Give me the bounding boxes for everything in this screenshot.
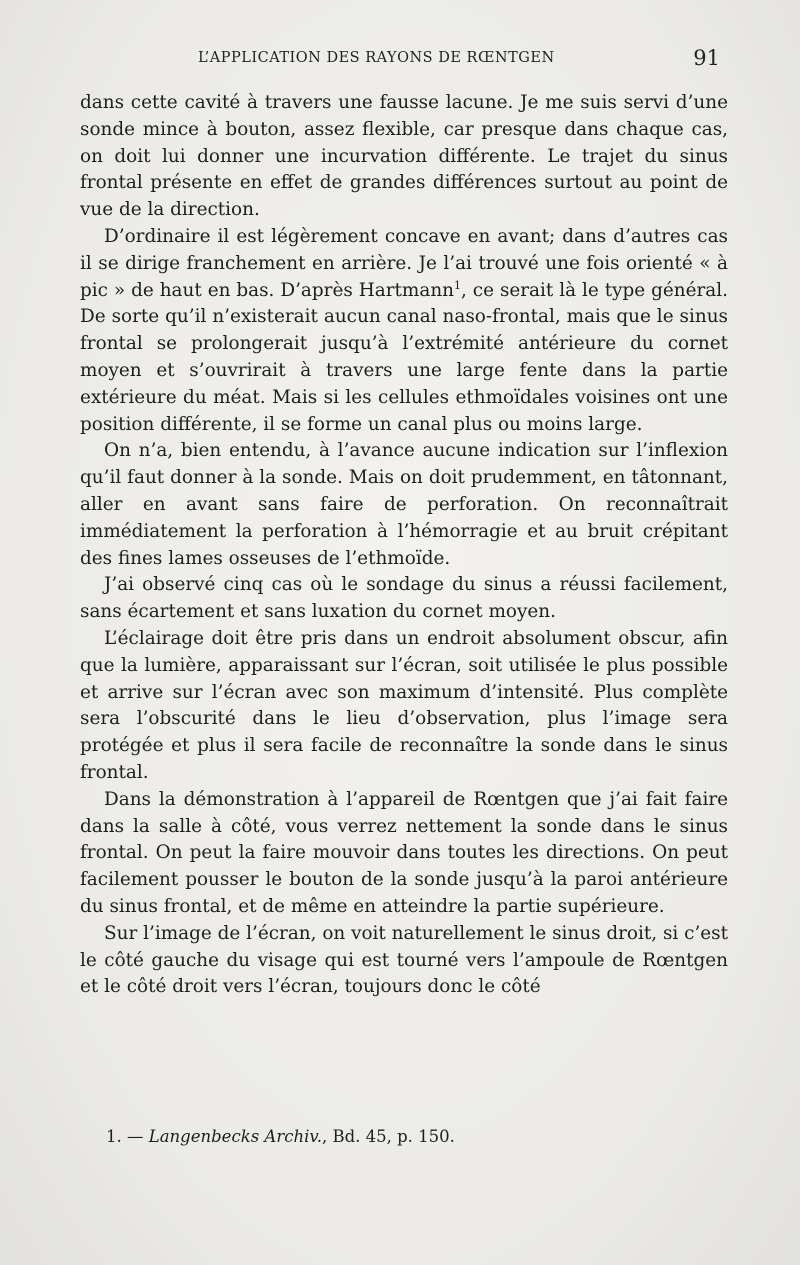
paragraph: Sur l’image de l’écran, on voit naturellement le sinus droit, si c’est le côté gauche du visage qui est tourné vers l’ampoule de Rœntgen et le côté droit vers l’écran, toujours donc le côté [80,922,728,998]
page-number: 91 [693,46,720,70]
paragraph: dans cette cavité à travers une fausse lacune. Je me suis servi d’une sonde mince à bouton, assez flexible, car presque dans chaque cas, on doit lui donner une incurvation différente. Le trajet du sinus frontal présente en effet de grandes différences surtout au point de vue de la direction. [80,92,728,221]
footnote-source-details: , Bd. 45, p. 150. [321,1127,455,1146]
page-header [80,46,720,74]
running-head: L’APPLICATION DES RAYONS DE RŒNTGEN [198,50,555,66]
footnote-marker: 1. — [106,1127,144,1146]
paragraph-text: D’ordinaire il est légèrement concave en avant; dans d’autres cas il se dirige franchement en arrière. Je l’ai trouvé une fois orienté « à pic » de haut en bas. D’après Hartmann [80,225,728,301]
paragraph-text: , ce serait là le type général. De sorte qu’il n’existerait aucun canal naso-frontal, mais que le sinus frontal se prolongerait jusqu’à l’extrémité antérieure du cornet moyen et s’ouvrirait à travers une large fente dans la partie extérieure du méat. Mais si les cellules ethmoïdales voisines ont une position différente, il se forme un canal plus ou moins large. [80,279,728,435]
footnote-source-title: Langenbecks Archiv. [148,1127,322,1146]
paragraph: On n’a, bien entendu, à l’avance aucune indication sur l’inflexion qu’il faut donner à la sonde. Mais on doit prudemment, en tâtonnant, aller en avant sans faire de perforation. On reconnaîtrait immédiatement la perforation à l’hémorragie et au bruit crépitant des fines lames osseuses de l’ethmoïde. [80,440,728,569]
body-text [80,90,728,1001]
paragraph: J’ai observé cinq cas où le sondage du sinus a réussi facilement, sans écartement et sans luxation du cornet moyen. [80,574,728,623]
paragraph: L’éclairage doit être pris dans un endroit absolument obscur, afin que la lumière, apparaissant sur l’écran, soit utilisée le plus possible et arrive sur l’écran avec son maximum d’intensité. Plus complète sera l’obscurité dans le lieu d’observation, plus l’image sera protégée et plus il sera facile de reconnaître la sonde dans le sinus frontal. [80,627,728,783]
paragraph [80,224,728,438]
paragraph: Dans la démonstration à l’appareil de Rœntgen que j’ai fait faire dans la salle à côté, vous verrez nettement la sonde dans le sinus frontal. On peut la faire mouvoir dans toutes les directions. On peut facilement pousser le bouton de la sonde jusqu’à la paroi antérieure du sinus frontal, et de même en atteindre la partie supérieure. [80,788,728,917]
footnote [80,1126,746,1148]
footnote-reference: 1 [454,278,462,292]
